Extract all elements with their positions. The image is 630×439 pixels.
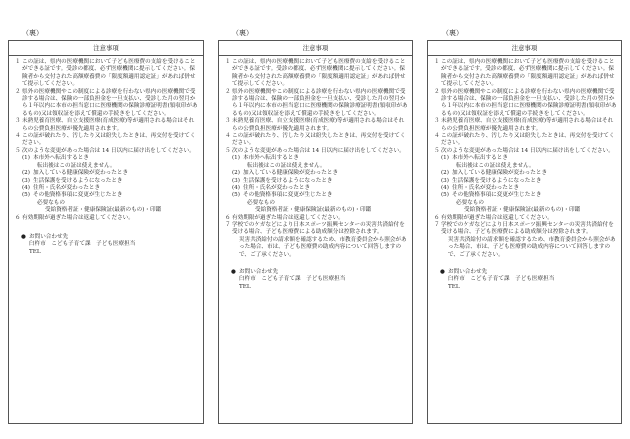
panel-body <box>219 56 412 291</box>
notice-item: ５ 次のような変更があった場合は 14 日以内に届け出をしてください。 <box>15 147 195 154</box>
notice-item: １ この証は、県内の医療機関において子ども医療費の支給を受けることができる証です。受診の都度、必ず医療機関に提示してください。保険者から交付された高額療養費の「限度額適用認定証」があれば併せて提示してください。 <box>225 59 406 88</box>
sub-item: (5) その他資格事項に変更が生じたとき <box>441 192 542 199</box>
notice-item: ２ 県外の医療機関やこの制度による診療を行わない県内の医療機関で受診する場合は、保険の一部負担金を一旦支払い、受診した月の翌月から１年以内に本市の担当窓口に医療機関の保険診療証明書(領収印があるもの)又は領収証を添えて償還の手続きをしてください。 <box>15 88 198 117</box>
sub-item: (2) 加入している健康保険が変わったとき <box>441 170 548 177</box>
sub-item: (3) 生活保護を受けるようになったとき <box>22 177 123 184</box>
sub-item: (5) その他資格事項に変更が生じたとき <box>22 192 123 199</box>
sub-item: (3) 生活保護を受けるようになったとき <box>232 177 333 184</box>
contact-tel: TEL <box>29 248 41 255</box>
notice-item: ４ この証が破れたり、汚したり又は紛失したときは、再交付を受けてください。 <box>434 133 615 147</box>
sub-item-note: 転出後はこの証は使えません。 <box>456 162 535 169</box>
sub-item: (5) その他資格事項に変更が生じたとき <box>232 192 333 199</box>
notice-item: １ この証は、県内の医療機関において子ども医療費の支給を受けることができる証です。受診の都度、必ず医療機関に提示してください。保険者から交付された高額療養費の「限度額適用認定証」があれば併せて提示してください。 <box>15 59 196 88</box>
contact-dept: 臼杵市 こども子育て課 子ども医療担当 <box>448 276 555 283</box>
panel-title: 注意事項 <box>219 41 412 56</box>
needed-items: 受給資格者証・健康保険証(最新のもの)・印鑑 <box>45 207 162 214</box>
sub-item-note: 転出後はこの証は使えません。 <box>37 162 116 169</box>
contact-block <box>15 234 199 241</box>
notice-item: ３ 未熟児養育医療、自立支援医療(育成医療)等が適用される場合はそれらの公費負担医療が優先適用されます。 <box>434 118 614 132</box>
notice-item: ５ 次のような変更があった場合は 14 日以内に届け出をしてください。 <box>434 147 614 154</box>
sub-item: (4) 住所・氏名が変わったとき <box>22 184 101 191</box>
contact-tel: TEL <box>239 283 251 290</box>
needed-label: 必要なもの <box>37 199 65 206</box>
panel-body <box>428 56 621 291</box>
notice-item: ７ 学校でのケガなどにより日本スポーツ振興センターの災害共済給付を受ける場合、子ども医療費による助成額分は控除されます。 <box>225 221 405 236</box>
contact-tel: TEL <box>448 283 460 290</box>
contact-block <box>225 269 408 276</box>
sub-item: (4) 住所・氏名が変わったとき <box>441 184 520 191</box>
notice-panel-3 <box>427 40 622 424</box>
notice-item: ３ 未熟児養育医療、自立支援医療(育成医療)等が適用される場合はそれらの公費負担医療が優先適用されます。 <box>15 118 195 132</box>
notice-item: ２ 県外の医療機関やこの制度による診療を行わない県内の医療機関で受診する場合は、保険の一部負担金を一旦支払い、受診した月の翌月から１年以内に本市の担当窓口に医療機関の保険診療証明書(領収印があるもの)又は領収証を添えて償還の手続きをしてください。 <box>225 88 408 117</box>
notice-item: ６ 有効期限が過ぎた場合は返還してください。 <box>15 214 134 221</box>
notice-item: １ この証は、県内の医療機関において子ども医療費の支給を受けることができる証です。受診の都度、必ず医療機関に提示してください。保険者から交付された高額療養費の「限度額適用認定証」があれば併せて提示してください。 <box>434 59 615 88</box>
sub-item: (3) 生活保護を受けるようになったとき <box>441 177 542 184</box>
contact-dept: 臼杵市 こども子育て課 子ども医療担当 <box>239 276 346 283</box>
ura-label: （裏） <box>22 29 43 37</box>
notice-item: ７ 学校でのケガなどにより日本スポーツ振興センターの災害共済給付を受ける場合、子ども医療費による助成額分は控除されます。 <box>434 221 614 236</box>
notice-item: ６ 有効期限が過ぎた場合は返還してください。 <box>225 214 344 221</box>
needed-items: 受給資格者証・健康保険証(最新のもの)・印鑑 <box>464 207 581 214</box>
needed-label: 必要なもの <box>456 199 484 206</box>
panel-title: 注意事項 <box>428 41 621 56</box>
notice-panel-2 <box>218 40 413 424</box>
bullet-icon: ● <box>21 233 26 240</box>
sub-item: (4) 住所・氏名が変わったとき <box>232 184 311 191</box>
notice-item: ５ 次のような変更があった場合は 14 日以内に届け出をしてください。 <box>225 147 405 154</box>
contact-heading: お問い合わせ先 <box>448 268 488 275</box>
notice-item: ２ 県外の医療機関やこの制度による診療を行わない県内の医療機関で受診する場合は、保険の一部負担金を一旦支払い、受診した月の翌月から１年以内に本市の担当窓口に医療機関の保険診療証明書(領収印があるもの)又は領収証を添えて償還の手続きをしてください。 <box>434 88 617 117</box>
contact-block <box>434 269 617 276</box>
sub-item-note: 転出後はこの証は使えません。 <box>247 162 326 169</box>
bullet-icon: ● <box>231 268 236 275</box>
ura-label: （裏） <box>232 29 253 37</box>
notice-item-note: 災害共済給付の請求額を確認するため、市教育委員会から照会があった場合、市は、子ども医療費の助成内容について回答しますので、ご了承ください。 <box>239 236 407 258</box>
needed-label: 必要なもの <box>247 199 275 206</box>
notice-item-note: 災害共済給付の請求額を確認するため、市教育委員会から照会があった場合、市は、子ども医療費の助成内容について回答しますので、ご了承ください。 <box>448 236 616 258</box>
sub-item: (1) 本市外へ転出するとき <box>232 155 299 162</box>
sub-item: (1) 本市外へ転出するとき <box>22 155 89 162</box>
notice-panel-1 <box>8 40 204 424</box>
contact-dept: 臼杵市 こども子育て課 子ども医療担当 <box>29 241 136 248</box>
bullet-icon: ● <box>440 268 445 275</box>
needed-items: 受給資格者証・健康保険証(最新のもの)・印鑑 <box>255 207 372 214</box>
ura-label: （裏） <box>442 29 463 37</box>
sub-item: (2) 加入している健康保険が変わったとき <box>232 170 339 177</box>
notice-item: ３ 未熟児養育医療、自立支援医療(育成医療)等が適用される場合はそれらの公費負担医療が優先適用されます。 <box>225 118 405 132</box>
notice-item: ４ この証が破れたり、汚したり又は紛失したときは、再交付を受けてください。 <box>225 133 406 147</box>
notice-item: ４ この証が破れたり、汚したり又は紛失したときは、再交付を受けてください。 <box>15 133 196 147</box>
notice-item: ６ 有効期限が過ぎた場合は返還してください。 <box>434 214 553 221</box>
panel-body <box>9 56 203 256</box>
panel-title: 注意事項 <box>9 41 203 56</box>
sub-item: (2) 加入している健康保険が変わったとき <box>22 170 129 177</box>
contact-heading: お問い合わせ先 <box>29 233 69 240</box>
contact-heading: お問い合わせ先 <box>239 268 279 275</box>
sub-item: (1) 本市外へ転出するとき <box>441 155 508 162</box>
